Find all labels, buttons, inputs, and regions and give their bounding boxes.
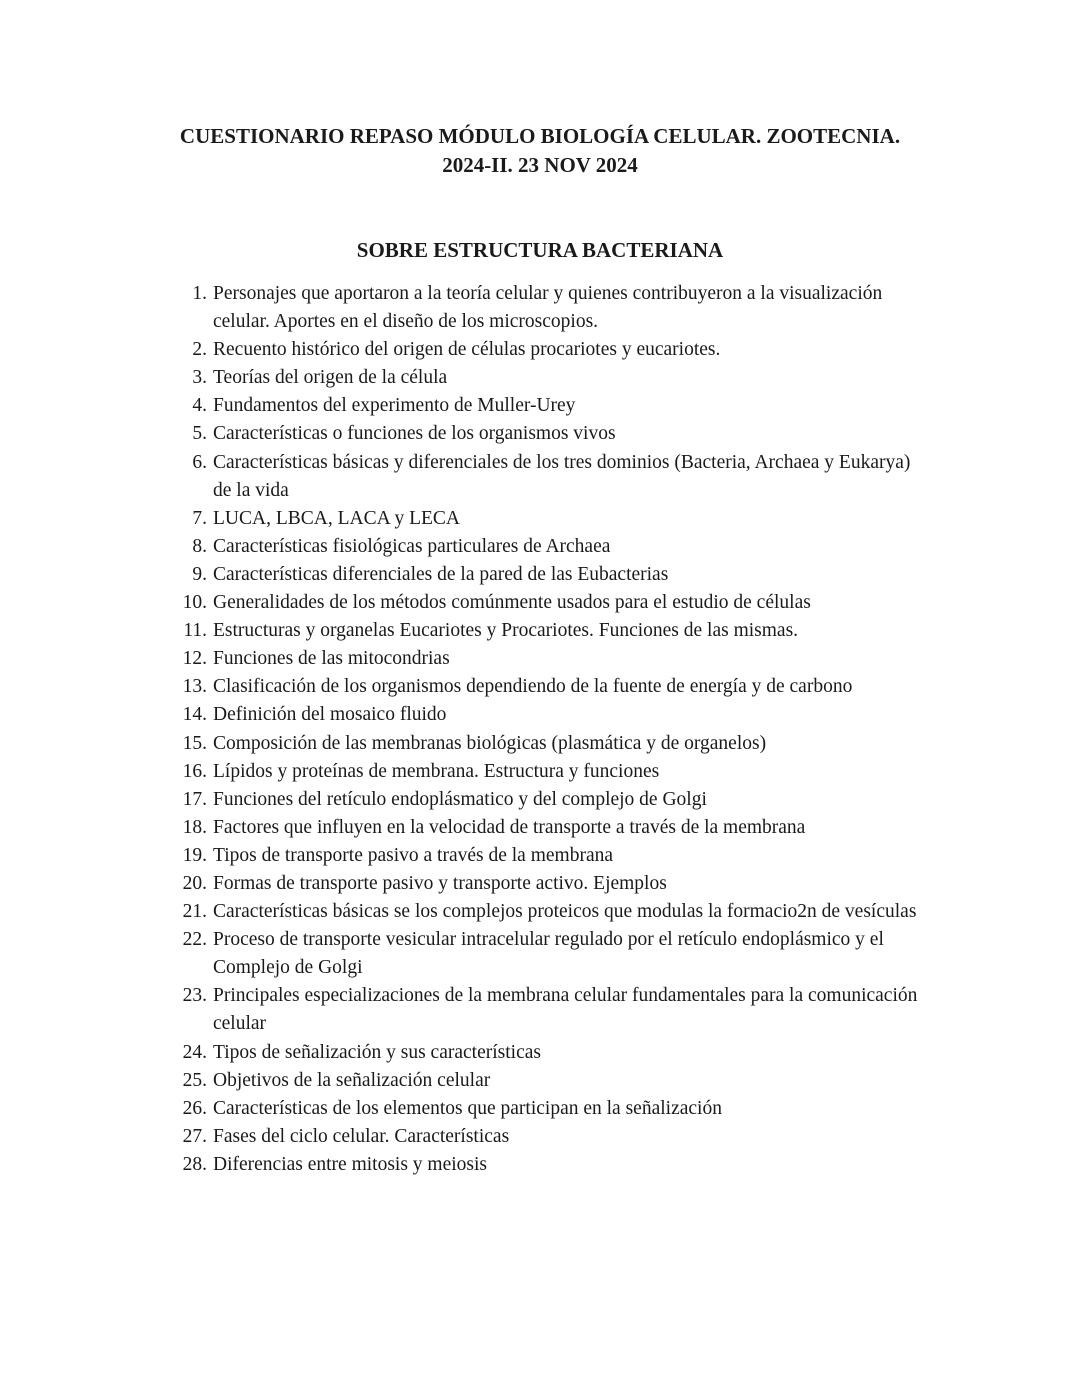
list-item-text: Clasificación de los organismos dependiendo de la fuente de energía y de carbono <box>213 676 853 698</box>
list-item-text: Características de los elementos que participan en la señalización <box>213 1097 722 1119</box>
list-item-text: Composición de las membranas biológicas (plasmática y de organelos) <box>213 732 767 754</box>
list-item-number: 6. <box>192 451 207 473</box>
list-item-text: Generalidades de los métodos comúnmente usados para el estudio de células <box>213 592 811 614</box>
list-item-number: 17. <box>182 788 207 810</box>
list-item-number: 12. <box>182 648 207 670</box>
list-item-number: 18. <box>182 816 207 838</box>
list-item <box>0 1123 1080 1151</box>
list-item-text: Personajes que aportaron a la teoría celular y quienes contribuyeron a la visualización celular. Aportes en el diseño de los microscopios. <box>213 283 883 333</box>
list-item-number: 27. <box>182 1125 207 1147</box>
list-item-number: 1. <box>192 283 207 304</box>
list-item <box>0 870 1080 898</box>
list-item-number: 15. <box>182 732 207 754</box>
list-item-text: Formas de transporte pasivo y transporte activo. Ejemplos <box>213 872 667 894</box>
list-item-number: 14. <box>182 704 207 726</box>
list-item-text: Definición del mosaico fluido <box>213 704 447 726</box>
list-item-text: Características básicas se los complejos proteicos que modulas la formacio2n de vesículas <box>213 901 917 923</box>
list-item <box>0 758 1080 786</box>
list-item <box>0 1067 1080 1095</box>
list-item-text: Tipos de transporte pasivo a través de la membrana <box>213 844 614 866</box>
list-item <box>0 280 1080 336</box>
list-item <box>0 589 1080 617</box>
list-item <box>0 1095 1080 1123</box>
list-item <box>0 645 1080 673</box>
list-item <box>0 898 1080 926</box>
list-item-number: 25. <box>182 1069 207 1091</box>
title-line-1: CUESTIONARIO REPASO MÓDULO BIOLOGÍA CELULAR. ZOOTECNIA. <box>179 124 901 148</box>
list-item-text: Recuento histórico del origen de células procariotes y eucariotes. <box>213 339 721 361</box>
list-item-number: 9. <box>192 563 207 585</box>
list-item-number: 19. <box>182 844 207 866</box>
list-item-text: Características diferenciales de la pared de las Eubacterias <box>213 563 669 585</box>
question-list <box>0 280 1080 1179</box>
list-item <box>0 617 1080 645</box>
list-item-number: 8. <box>192 535 207 557</box>
list-item-text: Diferencias entre mitosis y meiosis <box>213 1153 488 1175</box>
list-item-number: 23. <box>182 985 207 1007</box>
list-item-number: 28. <box>182 1153 207 1175</box>
list-item <box>0 505 1080 533</box>
list-item-number: 24. <box>182 1041 207 1063</box>
list-item-text: Teorías del origen de la célula <box>213 367 448 389</box>
list-item <box>0 449 1080 505</box>
list-item <box>0 926 1080 982</box>
list-item-text: Objetivos de la señalización celular <box>213 1069 491 1091</box>
list-item <box>0 730 1080 758</box>
list-item-text: Características básicas y diferenciales de los tres dominios (Bacteria, Archaea y Eukarya) de la vida <box>213 451 911 501</box>
list-item-text: Proceso de transporte vesicular intracelular regulado por el retículo endoplásmico y el Complejo de Golgi <box>213 929 884 979</box>
list-item <box>0 420 1080 448</box>
list-item <box>0 533 1080 561</box>
list-item <box>0 814 1080 842</box>
list-item-text: LUCA, LBCA, LACA y LECA <box>213 507 461 529</box>
list-item-text: Principales especializaciones de la membrana celular fundamentales para la comunicación celular <box>213 985 918 1035</box>
list-item-text: Funciones del retículo endoplásmatico y del complejo de Golgi <box>213 788 707 810</box>
list-item-number: 2. <box>192 339 207 361</box>
list-item <box>0 1039 1080 1067</box>
list-item-text: Fases del ciclo celular. Características <box>213 1125 510 1147</box>
list-item-text: Lípidos y proteínas de membrana. Estructura y funciones <box>213 760 660 782</box>
list-item-number: 16. <box>182 760 207 782</box>
document-title <box>0 122 1080 180</box>
list-item-text: Fundamentos del experimento de Muller-Urey <box>213 395 576 417</box>
title-line-2: 2024-II. 23 NOV 2024 <box>442 153 638 177</box>
list-item <box>0 1151 1080 1179</box>
list-item <box>0 561 1080 589</box>
list-item-number: 5. <box>192 423 207 445</box>
list-item-number: 20. <box>182 872 207 894</box>
list-item-number: 10. <box>182 592 207 614</box>
list-item-number: 3. <box>192 367 207 389</box>
list-item-number: 11. <box>183 620 207 642</box>
list-item-text: Funciones de las mitocondrias <box>213 648 450 670</box>
list-item-number: 26. <box>182 1097 207 1119</box>
list-item <box>0 842 1080 870</box>
list-item-text: Estructuras y organelas Eucariotes y Procariotes. Funciones de las mismas. <box>213 620 799 642</box>
section-heading: SOBRE ESTRUCTURA BACTERIANA <box>356 238 724 262</box>
list-item-text: Factores que influyen en la velocidad de transporte a través de la membrana <box>213 816 806 838</box>
list-item <box>0 701 1080 729</box>
list-item-text: Características o funciones de los organismos vivos <box>213 423 616 445</box>
list-item <box>0 673 1080 701</box>
list-item <box>0 982 1080 1038</box>
list-item <box>0 364 1080 392</box>
list-item-number: 22. <box>182 929 207 951</box>
list-item-number: 4. <box>192 395 207 417</box>
list-item <box>0 392 1080 420</box>
list-item-number: 13. <box>182 676 207 698</box>
list-item <box>0 786 1080 814</box>
list-item-text: Características fisiológicas particulares de Archaea <box>213 535 611 557</box>
list-item <box>0 336 1080 364</box>
list-item-number: 21. <box>182 901 207 923</box>
list-item-number: 7. <box>192 507 207 529</box>
list-item-text: Tipos de señalización y sus características <box>213 1041 541 1063</box>
